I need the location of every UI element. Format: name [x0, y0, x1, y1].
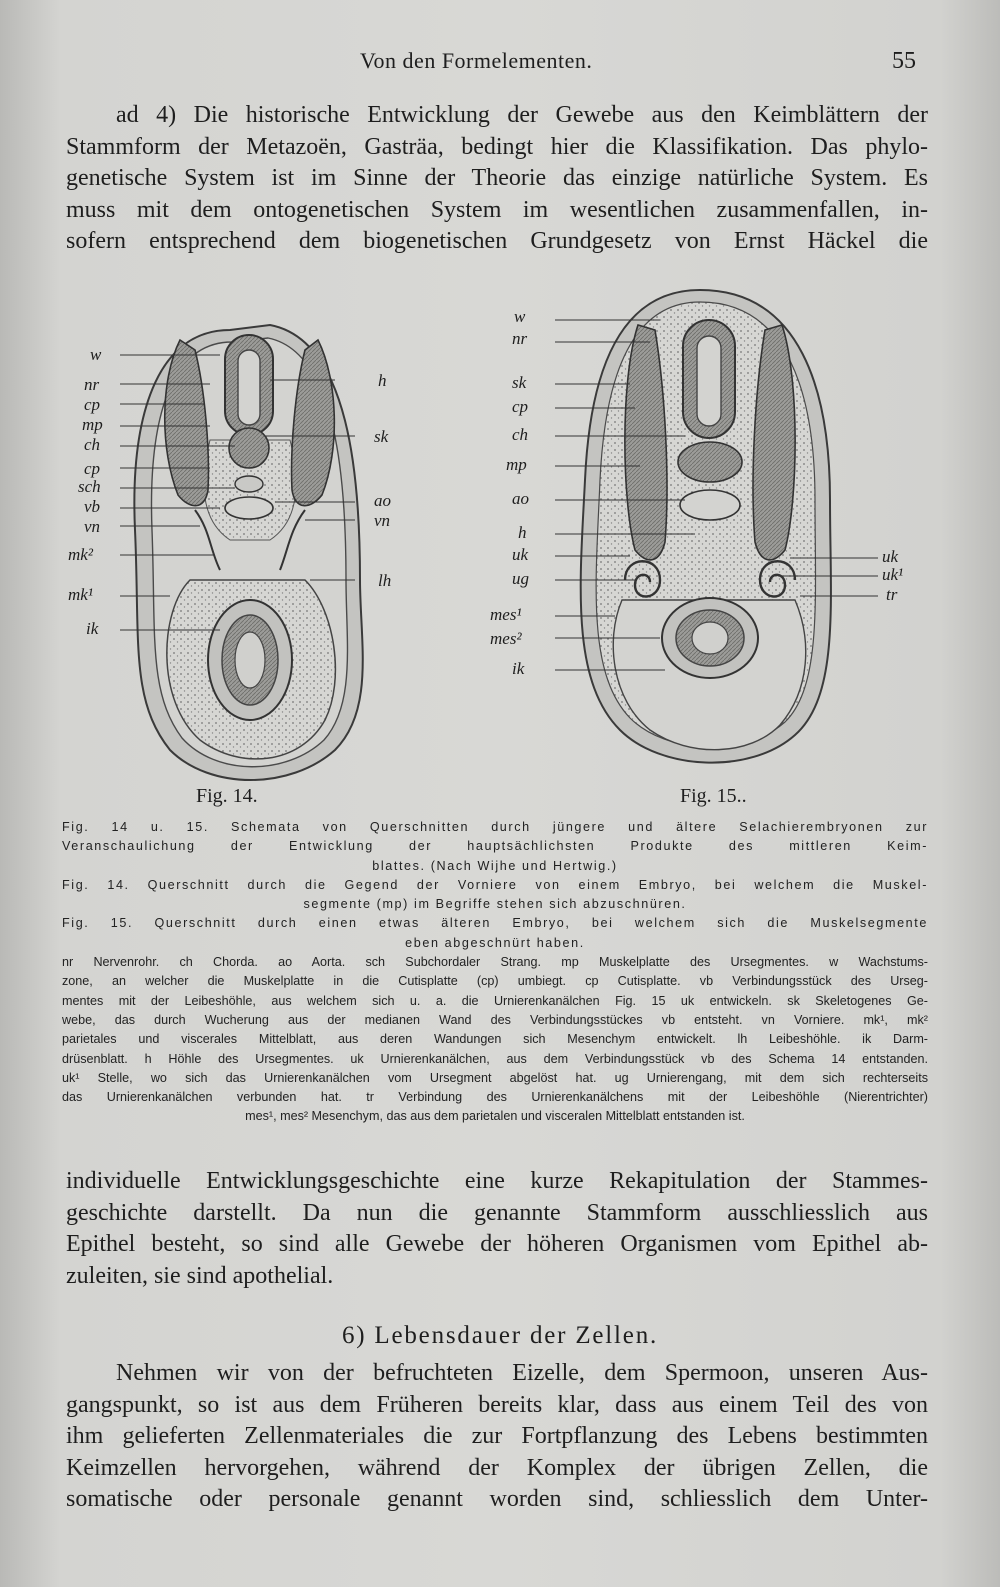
- fig15-label: ug: [512, 569, 529, 588]
- paragraph-last: [66, 1358, 928, 1516]
- legend-line: das Urnierenkanälchen verbunden hat. tr Verbindung des Urnierenkanälchens mit der Leibeshöhle (Nierentrichter): [62, 1090, 928, 1105]
- fig15-label: mes¹: [490, 605, 522, 624]
- text-line: ad 4) Die historische Entwicklung der Gewebe aus den Keimblättern der: [116, 102, 928, 128]
- fig14-label: vn: [84, 517, 101, 536]
- text-line: genetische System ist im Sinne der Theorie das einzige natürliche System. Es: [66, 165, 928, 192]
- legend-line: segmente (mp) im Begriffe stehen sich abzuschnüren.: [303, 897, 687, 912]
- text-line: somatische oder personale genannt worden sind, schliesslich dem Unter-: [66, 1486, 928, 1513]
- fig15-label: uk¹: [882, 565, 904, 584]
- fig14-label: h: [378, 371, 387, 390]
- legend-line: zone, an welcher die Muskelplatte in die Cutisplatte (cp) umbiegt. cp Cutisplatte. vb Verbindungsstück des Urseg-: [62, 974, 928, 989]
- fig14-label: cp: [84, 395, 101, 414]
- fig15-label: ik: [512, 659, 525, 678]
- text-line: sofern entsprechend dem biogenetischen Grundgesetz von Ernst Häckel die: [66, 228, 928, 255]
- fig14-label: vn: [374, 511, 391, 530]
- legend-line: Veranschaulichung der Entwicklung der hauptsächlichsten Produkte des mittleren Keim-: [62, 839, 928, 854]
- fig15-label: h: [518, 523, 527, 542]
- legend-line: drüsenblatt. h Höhle des Ursegmentes. uk Urnierenkanälchen, aus dem Verbindungsstück vb des Schema 14 entstanden.: [62, 1051, 928, 1066]
- fig15-label: mp: [506, 455, 527, 474]
- fig15-label: cp: [512, 397, 529, 416]
- figure-drawing: [60, 280, 940, 820]
- running-head-title: Von den Formelementen.: [360, 48, 593, 73]
- paragraph-top: [66, 100, 928, 258]
- text-line: geschichte darstellt. Da nun die genannte Stammform ausschliesslich aus: [66, 1199, 928, 1226]
- fig14-caption: Fig. 14.: [196, 785, 258, 807]
- fig15-label: mes²: [490, 629, 522, 648]
- legend-line: blattes. (Nach Wijhe und Hertwig.): [372, 858, 618, 873]
- legend-line: Fig. 14. Querschnitt durch die Gegend der Vorniere von einem Embryo, bei welchem die Muskel-: [62, 877, 928, 892]
- fig14-label: sk: [374, 427, 389, 446]
- legend-line: nr Nervenrohr. ch Chorda. ao Aorta. sch Subchordaler Strang. mp Muskelplatte des Ursegmentes. w Wachstums-: [62, 955, 928, 970]
- fig14-label: sch: [78, 477, 101, 496]
- paragraph-after-figure: [66, 1166, 928, 1292]
- fig14-label: lh: [378, 571, 392, 590]
- fig15-label: ch: [512, 425, 529, 444]
- fig15-label: sk: [512, 373, 527, 392]
- fig14-label: mk²: [68, 545, 93, 564]
- text-line: Nehmen wir von der befruchteten Eizelle, dem Spermoon, unseren Aus-: [116, 1360, 928, 1386]
- legend-line: parietales und viscerales Mittelblatt, aus deren Wandungen sich Mesenchym entwickelt. lh Leibeshöhle. ik Darm-: [62, 1032, 928, 1047]
- fig14-label: mp: [82, 415, 103, 434]
- fig14-label: mk¹: [68, 585, 93, 604]
- fig14-label: cp: [84, 459, 101, 478]
- fig15-label: uk: [512, 545, 529, 564]
- legend-line: mes¹, mes² Mesenchym, das aus dem parietalen und visceralen Mittelblatt entstanden ist.: [245, 1109, 745, 1124]
- section-heading: 6) Lebensdauer der Zellen.: [341, 1322, 659, 1349]
- figure-legend: [62, 818, 928, 1127]
- text-line: zuleiten, sie sind apothelial.: [66, 1262, 334, 1289]
- fig15-label: w: [514, 307, 526, 326]
- fig15-label: ao: [512, 489, 529, 508]
- fig15-label: uk: [882, 547, 899, 566]
- embryo-cross-section-figure: [60, 280, 940, 820]
- fig14-drawing: [120, 325, 363, 780]
- text-line: muss mit dem ontogenetischen System im wesentlichen zusammenfallen, in-: [66, 196, 928, 223]
- legend-line: eben abgeschnürt haben.: [405, 935, 585, 950]
- legend-line: webe, das durch Wucherung aus der medianen Wand des Verbindungsstückes vb entsteht. vn Vorniere. mk¹, mk²: [62, 1012, 928, 1027]
- legend-line: mentes mit der Leibeshöhle, aus welchem sich u. a. die Urnierenkanälchen Fig. 15 uk entwickeln. sk Skeletogenes Ge-: [62, 993, 928, 1008]
- text-line: Epithel besteht, so sind alle Gewebe der höheren Organismen vom Epithel ab-: [66, 1231, 928, 1258]
- page-number: 55: [892, 48, 916, 74]
- fig14-label: vb: [84, 497, 101, 516]
- fig15-drawing: [555, 290, 878, 763]
- text-line: ihm gelieferten Zellenmateriales die zur Fortpflanzung des Lebens bestimmten: [66, 1423, 928, 1450]
- text-line: gangspunkt, so ist aus dem Früheren bereits klar, dass aus einem Teil des von: [66, 1391, 928, 1418]
- legend-line: uk¹ Stelle, wo sich das Urnierenkanälchen vom Ursegment abgelöst hat. ug Urnierengang, mit dem sich rechterseits: [62, 1070, 928, 1085]
- legend-line: Fig. 14 u. 15. Schemata von Querschnitten durch jüngere und ältere Selachierembryonen zur: [62, 820, 928, 834]
- fig14-label: ch: [84, 435, 101, 454]
- running-head: [0, 48, 1000, 78]
- text-line: Stammform der Metazoën, Gasträa, bedingt hier die Klassifikation. Das phylo-: [66, 133, 928, 160]
- fig14-label: ik: [86, 619, 99, 638]
- text-line: individuelle Entwicklungsgeschichte eine kurze Rekapitulation der Stammes-: [66, 1168, 928, 1194]
- text-line: Keimzellen hervorgehen, während der Komplex der übrigen Zellen, die: [66, 1454, 928, 1481]
- fig14-label: ao: [374, 491, 391, 510]
- legend-line: Fig. 15. Querschnitt durch einen etwas älteren Embryo, bei welchem sich die Muskelsegmente: [62, 916, 928, 931]
- fig14-label: w: [90, 345, 102, 364]
- fig14-label: nr: [84, 375, 100, 394]
- fig15-label: tr: [886, 585, 898, 604]
- fig15-label: nr: [512, 329, 528, 348]
- fig15-caption: Fig. 15..: [680, 785, 747, 807]
